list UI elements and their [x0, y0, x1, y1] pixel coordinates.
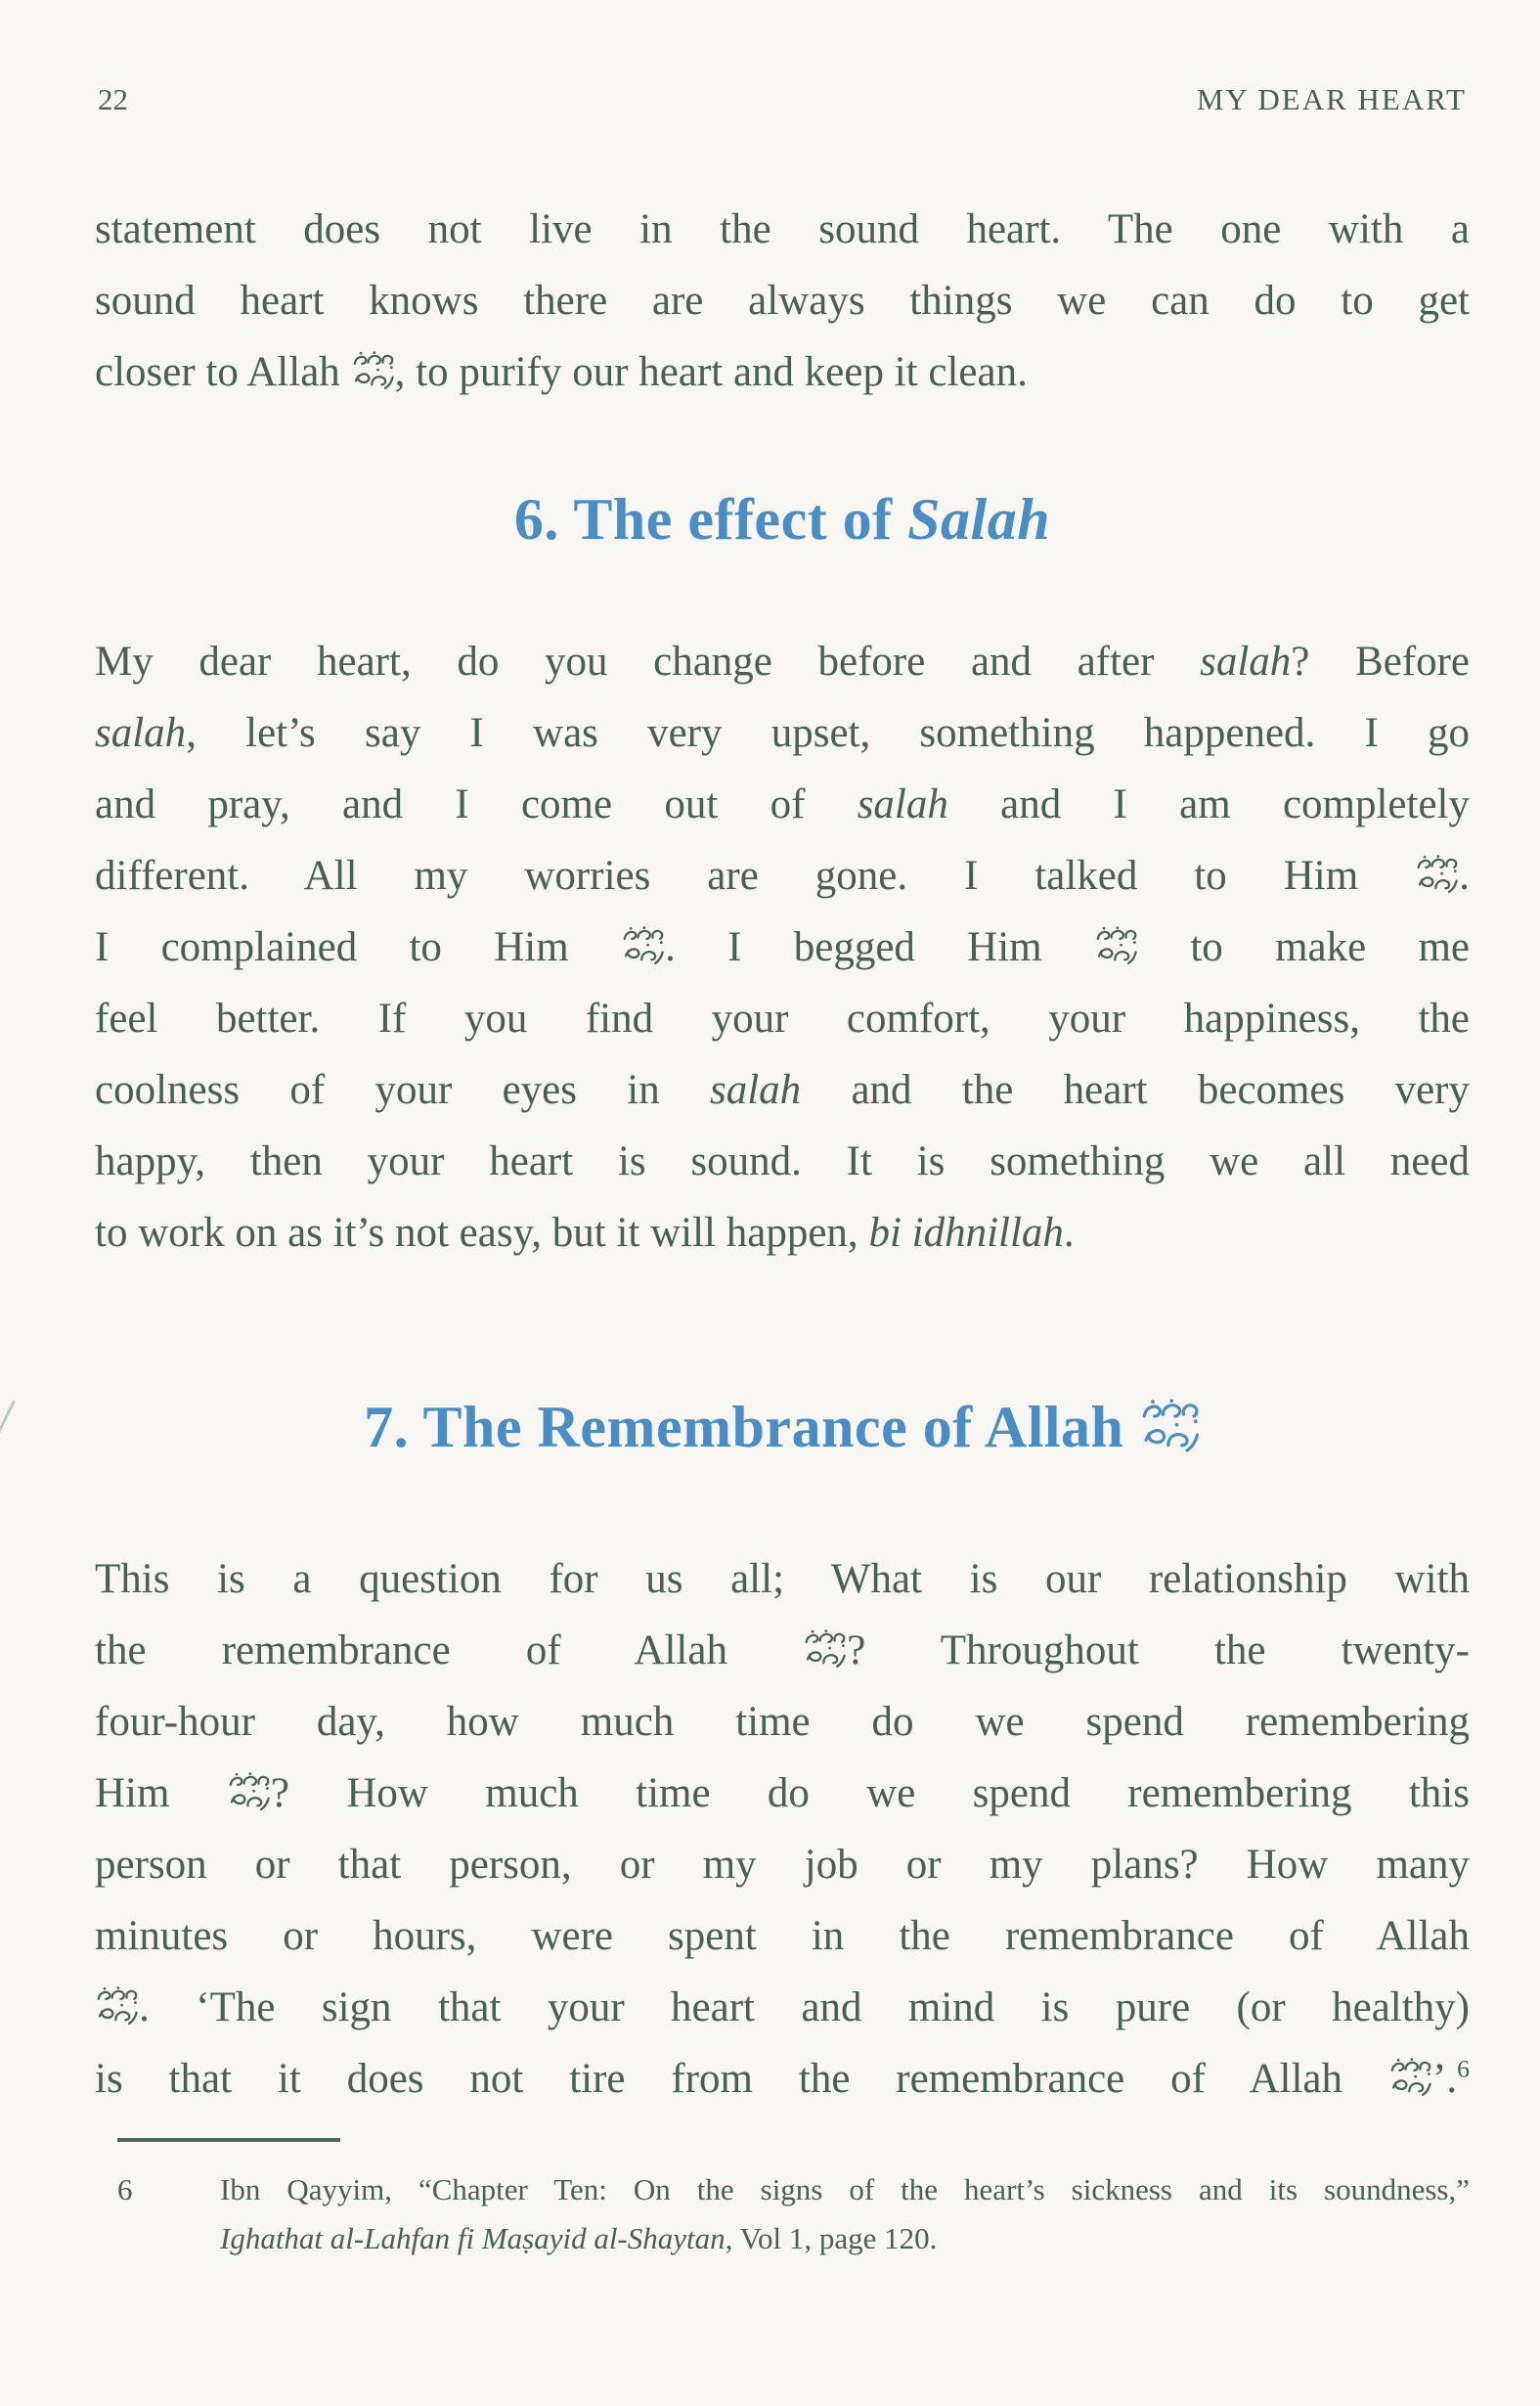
text-line: [95, 1829, 1470, 1900]
text-run: Him: [95, 1770, 227, 1816]
section-heading-remembrance-of-allah: [95, 1387, 1470, 1467]
text-line: [95, 194, 1470, 265]
text-run: ’.: [1432, 2056, 1458, 2102]
text-run: 7. The Remembrance of Allah: [364, 1395, 1139, 1459]
swt-honorific-icon: [1415, 855, 1459, 895]
swt-honorific-icon: [1388, 2058, 1432, 2098]
swt-honorific-icon: [351, 351, 395, 391]
text-run: This is a question for us all; What is our relationship with: [95, 1556, 1470, 1602]
text-run: sound heart knows there are always things we can do to get: [95, 278, 1470, 324]
text-line: [95, 1972, 1470, 2043]
text-line: [95, 912, 1470, 983]
text-line: [220, 2165, 1470, 2214]
text-line: [95, 1197, 1470, 1269]
text-line: [95, 1126, 1470, 1197]
text-line: [95, 336, 1470, 408]
text-run: I complained to Him: [95, 924, 621, 970]
text-line: [95, 1686, 1470, 1758]
text-run: and I am completely: [947, 781, 1470, 827]
text-run: closer to Allah: [95, 349, 351, 395]
italic-text-run: Salah: [907, 487, 1051, 552]
text-line: [95, 1615, 1470, 1686]
text-run: to make me: [1138, 924, 1471, 970]
page-number: 22: [98, 82, 128, 116]
swt-honorific-icon: [1094, 926, 1138, 966]
swt-honorific-icon: [227, 1772, 271, 1812]
text-run: happy, then your heart is sound. It is something we all need: [95, 1138, 1470, 1184]
text-line: [95, 983, 1470, 1054]
text-run: the remembrance of Allah: [95, 1627, 804, 1673]
text-run: .: [1063, 1210, 1075, 1256]
footnote-marker: 6: [117, 2172, 133, 2206]
text-run: 6. The effect of: [513, 487, 908, 552]
text-line: [95, 1900, 1470, 1972]
swt-honorific-icon: [1139, 1399, 1201, 1454]
text-run: Ibn Qayyim, “Chapter Ten: On the signs of the heart’s sickness and its soundness,”: [220, 2172, 1470, 2206]
text-line: [95, 2043, 1470, 2115]
text-line: [95, 697, 1470, 769]
text-line: [95, 1054, 1470, 1126]
italic-text-run: salah: [710, 1067, 802, 1113]
paragraph-effect-of-salah: [95, 626, 1470, 1269]
running-header: [98, 82, 1467, 117]
swt-honorific-icon: [803, 1629, 847, 1670]
text-run: My dear heart, do you change before and after: [95, 639, 1201, 685]
text-run: different. All my worries are gone. I talked to Him: [95, 853, 1416, 899]
text-run: to work on as it’s not easy, but it will happen,: [95, 1210, 869, 1256]
scan-artifact: [0, 1400, 16, 1469]
footnote-reference: 6: [1457, 2054, 1470, 2083]
text-run: is that it does not tire from the remembrance of Allah: [95, 2056, 1388, 2102]
text-run: . I begged Him: [665, 924, 1094, 970]
footnote-text: [220, 2165, 1470, 2263]
footnote: [95, 2165, 1470, 2263]
swt-honorific-icon: [621, 926, 665, 966]
text-run: feel better. If you find your comfort, your happiness, the: [95, 996, 1470, 1042]
italic-text-run: salah: [95, 710, 187, 756]
text-run: minutes or hours, were spent in the remembrance of Allah: [95, 1913, 1470, 1959]
text-run: .: [1459, 853, 1470, 899]
text-line: [95, 626, 1470, 697]
text-run: statement does not live in the sound heart. The one with a: [95, 206, 1470, 252]
text-run: coolness of your eyes in: [95, 1067, 710, 1113]
text-run: person or that person, or my job or my plans? How many: [95, 1842, 1470, 1888]
italic-text-run: salah: [857, 781, 948, 827]
text-run: and the heart becomes very: [801, 1067, 1470, 1113]
text-run: ? Before: [1291, 639, 1470, 685]
text-run: ? Throughout the twenty-: [847, 1627, 1470, 1673]
text-run: Vol 1, page 120.: [732, 2221, 938, 2255]
text-run: . ‘The sign that your heart and mind is pure (or healthy): [139, 1984, 1470, 2030]
text-run: four-hour day, how much time do we spend remembering: [95, 1699, 1470, 1745]
running-title: MY DEAR HEART: [1196, 82, 1467, 116]
text-line: [95, 769, 1470, 840]
italic-text-run: salah: [1200, 639, 1292, 685]
text-run: , let’s say I was very upset, something happened. I go: [186, 710, 1470, 756]
text-run: ? How much time do we spend remembering this: [270, 1770, 1470, 1816]
section-heading-effect-of-salah: [95, 479, 1470, 559]
text-run: and pray, and I come out of: [95, 781, 858, 827]
italic-text-run: bi idhnillah: [868, 1210, 1064, 1256]
swt-honorific-icon: [95, 1986, 139, 2027]
text-run: , to purify our heart and keep it clean.: [394, 349, 1028, 395]
text-line: [95, 840, 1470, 912]
italic-text-run: Ighathat al-Lahfan fi Maṣayid al-Shaytan,: [220, 2221, 733, 2255]
paragraph-sound-heart: [95, 194, 1470, 408]
text-line: [95, 1758, 1470, 1829]
footnote-divider: [117, 2138, 340, 2142]
paragraph-remembrance-of-allah: [95, 1543, 1470, 2115]
text-line: [95, 265, 1470, 336]
text-line: [220, 2214, 1470, 2263]
text-line: [95, 1543, 1470, 1615]
